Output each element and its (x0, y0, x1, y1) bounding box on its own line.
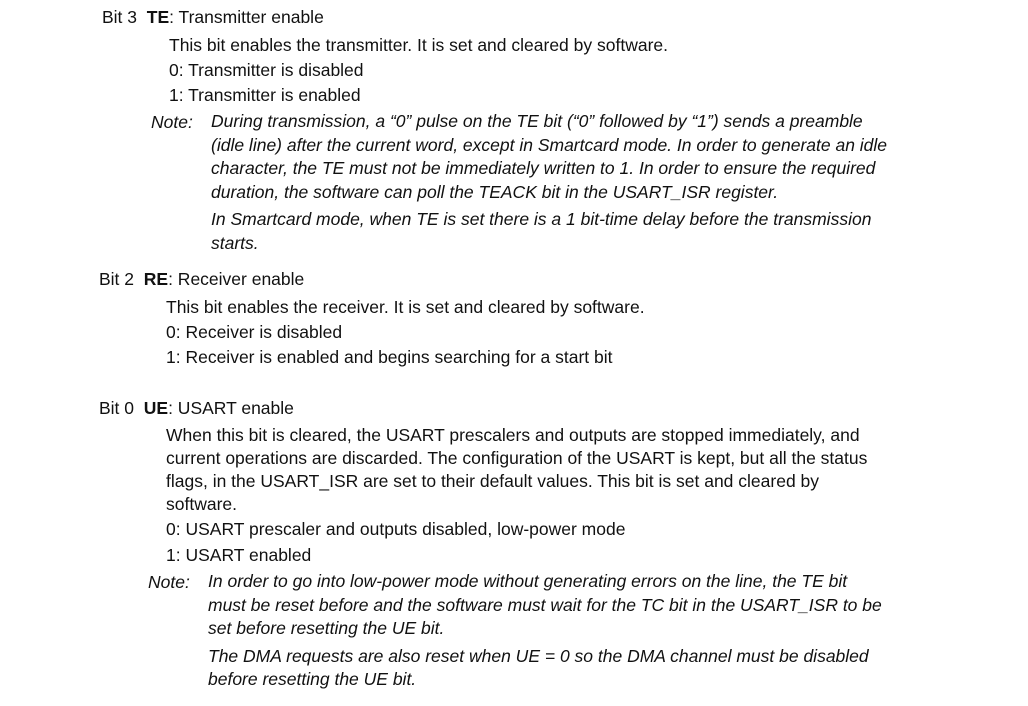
bit0-number: Bit 0 (99, 398, 135, 418)
bit3-note-p0-line3: duration, the software can poll the TEACK bit in the USART_ISR register. (211, 181, 779, 202)
bit3-note-p0-line1: (idle line) after the current word, except in Smartcard mode. In order to generate an idle (211, 134, 888, 155)
bit0-header (99, 397, 294, 419)
bit0-note-p0-line0: In order to go into low-power mode without generating errors on the line, the TE bit (208, 571, 848, 591)
bit3-note-p1-line0: In Smartcard mode, when TE is set there is a 1 bit-time delay before the transmission (211, 209, 872, 229)
bit3-note-label: Note: (151, 112, 193, 132)
bit3-number: Bit 3 (102, 7, 138, 27)
bit2-value-0: 0: Receiver is disabled (166, 322, 343, 342)
bit0-description (166, 424, 867, 516)
bit0-note-label: Note: (148, 572, 190, 592)
bit3-value-0: 0: Transmitter is disabled (169, 60, 364, 80)
bit3-value-1: 1: Transmitter is enabled (169, 85, 361, 105)
bit0-note-p0-line1: must be reset before and the software must wait for the TC bit in the USART_ISR to be (208, 594, 882, 615)
bit0-note-body (208, 570, 882, 692)
bit0-description-line3: software. (166, 494, 237, 514)
bit0-description-line1: current operations are discarded. The configuration of the USART is kept, but all the status (166, 448, 868, 468)
bit0-value-1: 1: USART enabled (166, 545, 312, 565)
bit3-field-title: : Transmitter enable (169, 7, 324, 27)
bit0-description-line2: flags, in the USART_ISR are set to their default values. This bit is set and cleared by (166, 471, 820, 491)
bit0-field-name: UE (143, 398, 169, 418)
bit2-value-1: 1: Receiver is enabled and begins searching for a start bit (166, 347, 613, 367)
bit2-number: Bit 2 (99, 269, 135, 289)
bit2-field-title: : Receiver enable (168, 269, 305, 289)
bit0-field-title: : USART enable (168, 398, 294, 418)
bit3-note-p0-line0: During transmission, a “0” pulse on the TE bit (“0” followed by “1”) sends a preamble (211, 111, 863, 131)
bit2-field-name: RE (143, 269, 169, 289)
bit0-description-line0: When this bit is cleared, the USART prescalers and outputs are stopped immediately, and (166, 425, 860, 445)
bit2-description: This bit enables the receiver. It is set and cleared by software. (166, 297, 645, 317)
bit3-description: This bit enables the transmitter. It is set and cleared by software. (169, 35, 668, 55)
bit0-note-p1-line0: The DMA requests are also reset when UE = 0 so the DMA channel must be disabled (208, 645, 869, 666)
bit3-header (102, 6, 324, 28)
bit0-note-p1-line1: before resetting the UE bit. (208, 669, 417, 689)
bit0-note-p0-line2: set before resetting the UE bit. (208, 618, 445, 638)
bit0-value-0: 0: USART prescaler and outputs disabled, low-power mode (166, 519, 626, 539)
bit3-field-name: TE (146, 7, 170, 27)
bit2-header (99, 268, 304, 290)
bit3-note-p1-line1: starts. (211, 232, 259, 253)
bit3-note-p0-line2: character, the TE must not be immediately written to 1. In order to ensure the required (211, 158, 876, 178)
bit3-note-body (211, 110, 887, 255)
